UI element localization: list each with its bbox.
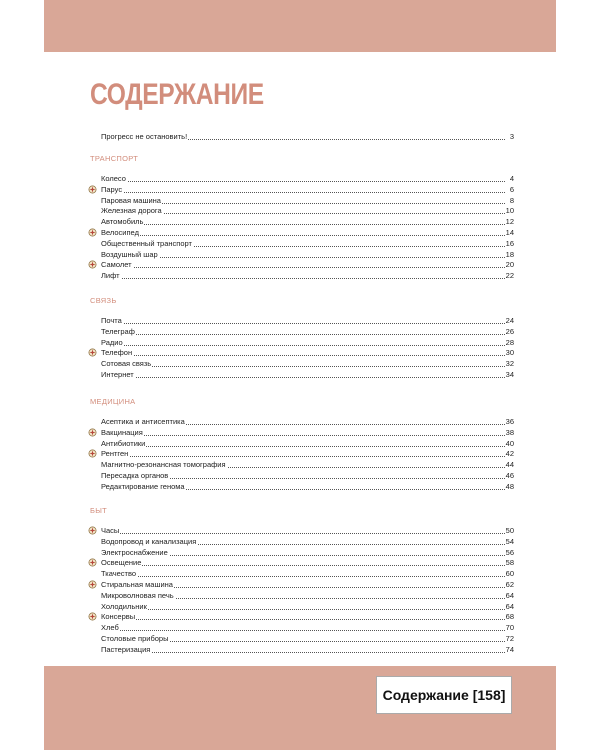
toc-entry-label: Антибиотики [101,438,146,448]
toc-entry-page: 74 [505,644,514,654]
toc-entry[interactable] [90,326,515,337]
toc-entry-label: Радио [101,337,123,347]
toc-entry-page: 26 [505,326,514,336]
toc-entry-page: 10 [505,206,514,216]
toc-entry[interactable] [90,568,515,579]
toc-entry-page: 30 [505,348,514,358]
section-heading: БЫТ [90,506,108,515]
compass-rose-icon [88,185,97,194]
toc-entry-label: Телефон [101,348,133,358]
toc-entry[interactable] [90,448,515,459]
toc-entry-page: 24 [505,316,514,325]
toc-entry-page: 44 [505,460,514,470]
toc-entry[interactable] [90,227,515,238]
toc-entry[interactable] [90,547,515,558]
toc-entry-page: 42 [505,449,514,459]
toc-entry-page: 4 [509,174,514,183]
toc-entry-label: Самолет [101,260,132,270]
toc-entry-label: Велосипед [101,228,139,237]
toc-entry[interactable] [90,315,515,326]
toc-entry-page: 20 [505,260,514,270]
toc-entry[interactable] [90,438,515,449]
toc-entry[interactable] [90,611,515,622]
toc-entry-page: 16 [505,238,514,248]
toc-entry-label: Микроволновая печь [101,590,174,600]
toc-entry-page: 34 [505,370,514,379]
toc-entry-label: Автомобиль [101,217,144,227]
toc-entry-label: Столовые приборы [101,634,169,643]
dot-leader [100,257,505,258]
section-heading: МЕДИЦИНА [90,397,136,406]
toc-entry[interactable] [90,249,515,260]
dot-leader [100,366,505,367]
toc-entry-label: Интернет [101,370,134,379]
toc-entry-page: 72 [505,634,514,643]
toc-entry[interactable] [90,481,515,492]
toc-entry-label: Парус [101,184,123,194]
toc-entry-label: Холодильник [101,601,147,611]
toc-entry[interactable] [90,216,515,227]
section-heading: ТРАНСПОРТ [90,154,139,163]
dot-leader [100,377,505,378]
dot-leader [100,576,505,577]
compass-rose-icon [88,449,97,458]
toc-entry-page: 60 [505,569,514,579]
page-label-box [376,676,512,714]
top-color-band [44,0,556,52]
dot-leader [100,267,505,268]
toc-entry-label: Рентген [101,449,129,459]
section-heading: СВЯЗЬ [90,296,117,305]
compass-rose-icon [88,348,97,357]
dot-leader [100,181,505,182]
dot-leader [100,224,505,225]
toc-entry-page: 68 [505,612,514,622]
toc-entry[interactable] [90,536,515,547]
toc-entry-page: 14 [505,228,514,237]
toc-entry[interactable] [90,131,515,142]
toc-entry[interactable] [90,184,515,195]
toc-entry-page: 64 [505,601,514,611]
toc-entry[interactable] [90,337,515,348]
compass-rose-icon [88,228,97,237]
toc-entry-label: Пастеризация [101,644,151,654]
toc-entry[interactable] [90,427,515,438]
toc-entry[interactable] [90,173,515,184]
toc-entry-page: 70 [505,623,514,633]
dot-leader [100,456,505,457]
toc-entry[interactable] [90,633,515,644]
dot-leader [100,235,505,236]
toc-entry-page: 28 [505,337,514,347]
toc-entry-label: Консервы [101,612,136,622]
toc-entry[interactable] [90,470,515,481]
toc-entry-page: 36 [505,417,514,426]
toc-entry[interactable] [90,590,515,601]
toc-entry-page: 40 [505,438,514,448]
dot-leader [100,533,505,534]
dot-leader [100,609,505,610]
toc-entry-label: Асептика и антисептика [101,417,185,426]
toc-entry-page: 6 [509,184,514,194]
dot-leader [100,334,505,335]
toc-entry-page: 12 [505,217,514,227]
toc-entry-label: Редактирование генома [101,481,185,491]
toc-entry[interactable] [90,358,515,369]
dot-leader [100,652,505,653]
toc-entry-page: 46 [505,471,514,480]
compass-rose-icon [88,428,97,437]
compass-rose-icon [88,526,97,535]
toc-entry[interactable] [90,238,515,249]
toc-entry[interactable] [90,195,515,206]
toc-entry-label: Стиральная машина [101,580,173,589]
toc-entry-page: 54 [505,536,514,546]
dot-leader [100,435,505,436]
toc-entry-label: Магнитно-резонансная томография [101,460,226,470]
page-title: СОДЕРЖАНИЕ [90,78,264,111]
toc-entry[interactable] [90,557,515,568]
toc-entry-label: Электроснабжение [101,547,168,557]
toc-entry-page: 50 [505,526,514,535]
toc-entry[interactable] [90,270,515,281]
toc-entry-page: 18 [505,249,514,259]
dot-leader [100,355,505,356]
compass-rose-icon [88,580,97,589]
dot-leader [100,446,505,447]
toc-entry-label: Ткачество [101,569,137,579]
toc-entry[interactable] [90,259,515,270]
page-label-text: Содержание [158] [382,687,506,703]
toc-entry-label: Воздушный шар [101,249,158,259]
compass-rose-icon [88,558,97,567]
toc-entry[interactable] [90,205,515,216]
dot-leader [100,345,505,346]
toc-entry-label: Пересадка органов [101,471,169,480]
compass-rose-icon [88,260,97,269]
dot-leader [100,565,505,566]
toc-entry-page: 56 [505,547,514,557]
toc-entry[interactable] [90,579,515,590]
toc-entry[interactable] [90,644,515,655]
toc-entry-label: Освещение [101,558,142,568]
toc-entry-page: 48 [505,481,514,491]
toc-entry-page: 3 [509,132,514,141]
toc-entry[interactable] [90,369,515,380]
toc-entry-label: Сотовая связь [101,359,152,369]
dot-leader [100,278,505,279]
compass-rose-icon [88,612,97,621]
toc-entry-label: Вакцинация [101,427,143,437]
toc-entry-page: 58 [505,558,514,568]
toc-entry-label: Паровая машина [101,195,161,205]
dot-leader [100,192,505,193]
toc-entry[interactable] [90,622,515,633]
toc-entry-label: Железная дорога [101,206,162,216]
toc-entry-label: Почта [101,316,122,325]
toc-entry[interactable] [90,347,515,358]
toc-entry-label: Лифт [101,271,120,281]
toc-entry[interactable] [90,459,515,470]
toc-entry[interactable] [90,525,515,536]
toc-entry-label: Хлеб [101,623,119,633]
toc-entry-page: 22 [505,271,514,281]
toc-entry-label: Колесо [101,174,126,183]
toc-entry-label: Часы [101,526,120,535]
toc-entry-page: 8 [509,195,514,205]
toc-entry-label: Телеграф [101,326,135,336]
dot-leader [100,630,505,631]
toc-entry-page: 32 [505,359,514,369]
toc-entry-label: Общественный транспорт [101,238,192,248]
toc-entry[interactable] [90,601,515,612]
toc-entry-page: 38 [505,427,514,437]
toc-entry-page: 64 [505,590,514,600]
dot-leader [100,619,505,620]
dot-leader [100,323,505,324]
toc-entry-label: Прогресс не остановить! [101,132,188,141]
toc-entry[interactable] [90,416,515,427]
toc-entry-label: Водопровод и канализация [101,536,197,546]
toc-entry-page: 62 [505,580,514,589]
